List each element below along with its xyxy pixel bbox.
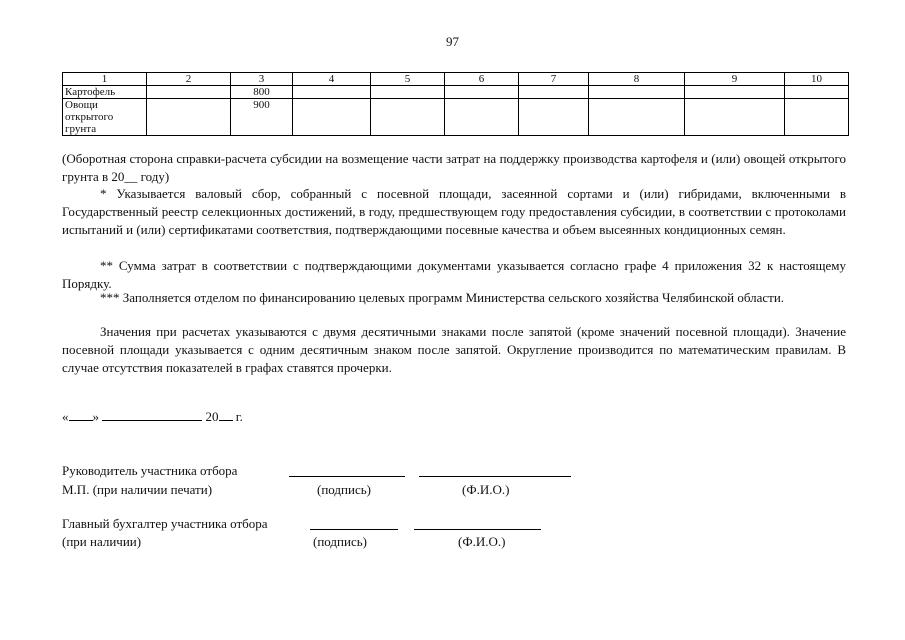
column-header: 5 [371, 73, 445, 86]
accountant-name-caption: (Ф.И.О.) [458, 534, 506, 549]
column-header: 7 [519, 73, 589, 86]
accountant-name-line [414, 529, 541, 530]
row-name-cell [63, 99, 147, 136]
row-name-line: открытого [65, 111, 114, 123]
accountant-title: Главный бухгалтер участника отбора [62, 516, 268, 531]
head-name-caption: (Ф.И.О.) [462, 482, 510, 497]
row-name-line: Овощи [65, 99, 98, 111]
table-cell [685, 86, 785, 99]
table-cell [445, 99, 519, 136]
table-row-vegetables [63, 99, 849, 136]
table-row-potato [63, 86, 849, 99]
accountant-signature-line [310, 529, 398, 530]
month-blank [102, 408, 202, 421]
table-cell [293, 99, 371, 136]
year-prefix: 20 [205, 409, 219, 424]
table-cell [685, 99, 785, 136]
row-name-cell: Картофель [63, 86, 147, 99]
column-header: 4 [293, 73, 371, 86]
footnote-3: *** Заполняется отделом по финансированию целевых программ Министерства сельского хозяйства Челябинской области. [100, 290, 785, 305]
table-cell [293, 86, 371, 99]
column-header: 1 [63, 73, 147, 86]
column-header: 8 [589, 73, 685, 86]
table-cell [147, 86, 231, 99]
table-cell [371, 86, 445, 99]
table-cell [147, 99, 231, 136]
table-cell [519, 99, 589, 136]
year-blank [219, 408, 233, 421]
table-cell: 800 [231, 86, 293, 99]
head-signature-line [289, 476, 405, 477]
row-name-line: грунта [65, 123, 97, 135]
year-suffix: г. [235, 409, 243, 424]
date-open-quote: « [62, 409, 69, 424]
table-cell [519, 86, 589, 99]
table-header-row [63, 73, 849, 86]
table-cell [785, 86, 849, 99]
table-cell [589, 86, 685, 99]
head-name-line [419, 476, 571, 477]
column-header: 9 [685, 73, 785, 86]
date-line [62, 408, 243, 425]
head-signature-caption: (подпись) [317, 482, 371, 497]
accountant-subtitle: (при наличии) [62, 534, 142, 549]
reverse-side-note: (Оборотная сторона справки-расчета субсидии на возмещение части затрат на поддержку производства картофеля и (или) овощей открытого грунта в 20__ году) [62, 151, 846, 184]
footnote-2: ** Сумма затрат в соответствии с подтверждающими документами указывается согласно графе 4 приложения 32 к настоящему Порядку. [62, 258, 846, 291]
table-cell [785, 99, 849, 136]
table-cell [589, 99, 685, 136]
accountant-signature-caption: (подпись) [313, 534, 367, 549]
footnote-1: * Указывается валовый сбор, собранный с посевной площади, засеянной сортами и (или) гибридами, включенными в Государственный реестр селекционных достижений, в году, предшествующем году предоставления субсидии, в соответствии с протоколами испытаний и (или) сертификатами соответствия, подтверждающими посевные качества и объем высеянных кондиционных семян. [62, 186, 846, 237]
table-cell: 900 [231, 99, 293, 136]
head-title: Руководитель участника отбора [62, 463, 238, 478]
table-cell [445, 86, 519, 99]
column-header: 3 [231, 73, 293, 86]
head-subtitle: М.П. (при наличии печати) [62, 482, 213, 497]
table-cell [371, 99, 445, 136]
page-number: 97 [446, 34, 459, 49]
rounding-note: Значения при расчетах указываются с двумя десятичными знаками после запятой (кроме значений посевной площади). Значение посевной площади указывается с одним десятичным знаком после запятой. Округление производится по математическим правилам. В случае отсутствия показателей в графах ставятся прочерки. [62, 324, 846, 375]
column-header: 2 [147, 73, 231, 86]
column-header: 10 [785, 73, 849, 86]
date-close-quote: » [92, 409, 99, 424]
column-header: 6 [445, 73, 519, 86]
day-blank [69, 408, 93, 421]
subsidy-table [62, 72, 849, 136]
